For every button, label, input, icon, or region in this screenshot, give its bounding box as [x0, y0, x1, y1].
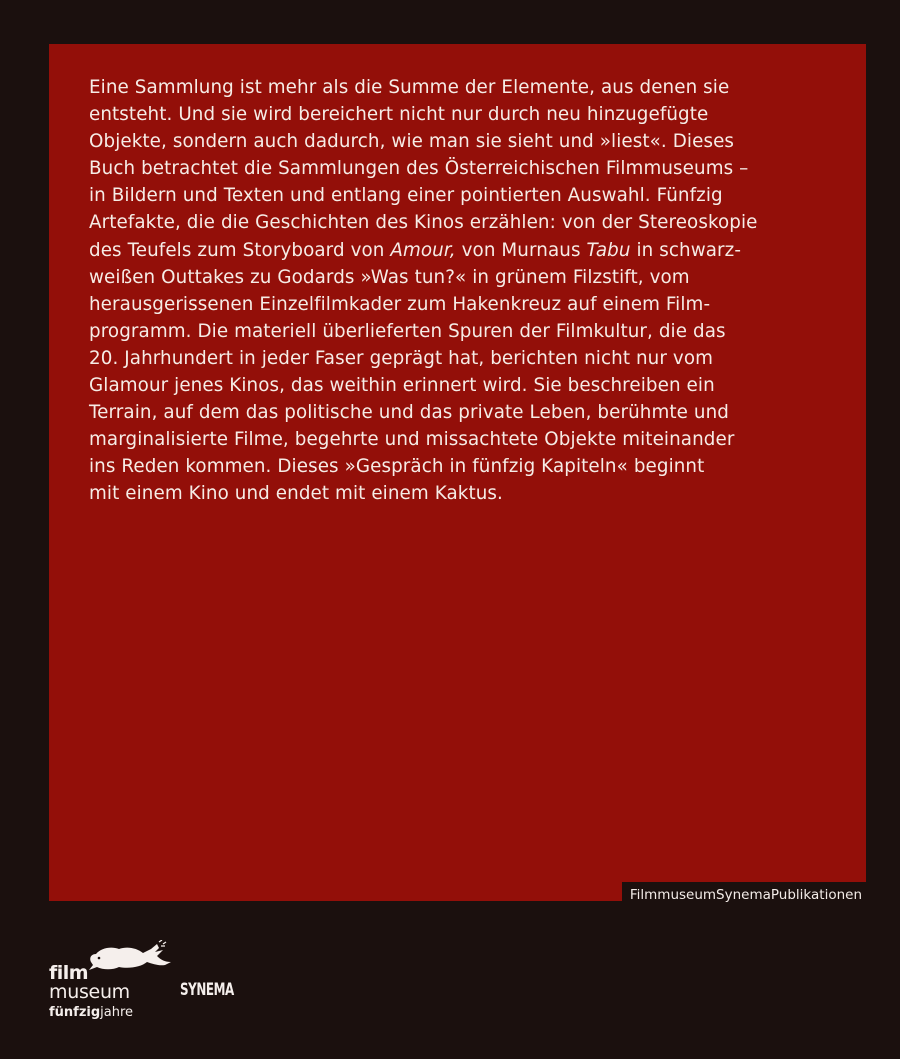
crane-bird-icon	[85, 940, 175, 976]
blurb-line: mit einem Kino und endet mit einem Kaktus.	[89, 483, 503, 505]
logo-word-film: film	[49, 962, 89, 984]
blurb-line: Terrain, auf dem das politische und das private Leben, berühmte und	[89, 402, 729, 424]
blurb-line: Artefakte, die die Geschichten des Kinos erzählen: von der Stereoskopie	[89, 212, 758, 234]
blurb-line: herausgerissenen Einzelfilmkader zum Hakenkreuz auf einem Film-	[89, 293, 711, 315]
logo-years-bold: fünfzig	[49, 1005, 101, 1020]
blurb-line: programm. Die materiell überlieferten Spuren der Filmkultur, die das	[89, 320, 726, 342]
blurb-segment: des Teufels zum Storyboard von	[89, 239, 391, 261]
blurb-line: Objekte, sondern auch dadurch, wie man sie sieht und »liest«. Dieses	[89, 131, 735, 153]
blurb-line: weißen Outtakes zu Godards »Was tun?« in grünem Filzstift, vom	[89, 266, 690, 288]
red-text-panel	[49, 44, 866, 901]
blurb-line: ins Reden kommen. Dieses »Gespräch in fünfzig Kapiteln« beginnt	[89, 456, 705, 478]
blurb-line: marginalisierte Filme, begehrte und missachtete Objekte miteinander	[89, 429, 735, 451]
logo-word-museum: museum	[49, 981, 130, 1003]
blurb-line: 20. Jahrhundert in jeder Faser geprägt hat, berichten nicht nur vom	[89, 347, 714, 369]
blurb-line: entsteht. Und sie wird bereichert nicht nur durch neu hinzugefügte	[89, 104, 709, 126]
blurb-line: Eine Sammlung ist mehr als die Summe der Elemente, aus denen sie	[89, 77, 730, 98]
blurb-segment: in schwarz-	[630, 239, 742, 261]
filmmuseum-logo	[49, 938, 189, 1028]
blurb-line: Buch betrachtet die Sammlungen des Österreichischen Filmmuseums –	[89, 158, 749, 180]
blurb-text	[89, 74, 849, 508]
logo-years-rest: jahre	[100, 1005, 134, 1020]
blurb-line: Glamour jenes Kinos, das weithin erinnert wird. Sie beschreiben ein	[89, 375, 715, 397]
blurb-segment: von Murnaus	[455, 239, 587, 261]
blurb-line-with-titles	[89, 237, 849, 264]
film-title-amour: Amour,	[390, 239, 456, 261]
blurb-line: in Bildern und Texten und entlang einer pointierten Auswahl. Fünfzig	[89, 185, 723, 207]
logo-anniversary	[49, 1005, 133, 1020]
series-label: FilmmuseumSynemaPublikationen	[622, 882, 866, 908]
film-title-tabu: Tabu	[586, 239, 631, 261]
synema-logo: SYNEMA	[180, 980, 234, 1000]
